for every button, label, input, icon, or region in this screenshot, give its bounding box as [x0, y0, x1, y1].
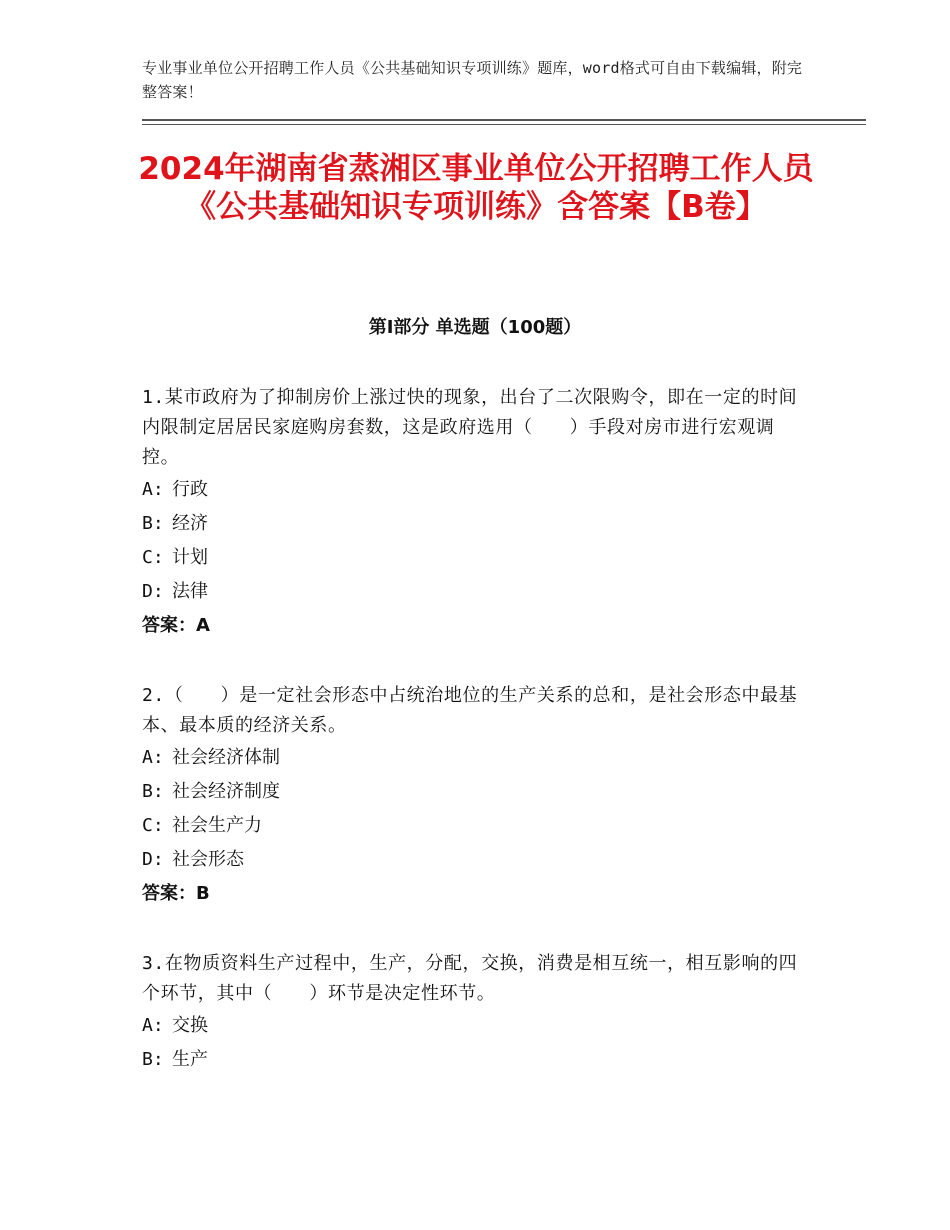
option-a: [142, 473, 808, 507]
option-key: A:: [142, 1015, 164, 1036]
option-key: B:: [142, 1049, 164, 1070]
answer-label: 答案：B: [142, 883, 210, 904]
option-c: [142, 809, 808, 843]
question-stem: 3.在物质资料生产过程中，生产，分配，交换，消费是相互统一，相互影响的四个环节，其中（ ）环节是决定性环节。: [142, 953, 798, 1004]
option-d: [142, 575, 808, 609]
document-page: [138, 0, 814, 1070]
option-text: 生产: [172, 1049, 208, 1070]
option-b: [142, 507, 808, 541]
option-text: 交换: [172, 1015, 208, 1036]
option-text: 社会经济制度: [172, 781, 280, 802]
option-key: A:: [142, 479, 164, 500]
section-title: 第Ⅰ部分 单选题（100题）: [368, 317, 582, 338]
option-key: B:: [142, 513, 164, 534]
option-key: B:: [142, 781, 164, 802]
option-b: [142, 775, 808, 809]
option-key: D:: [142, 581, 164, 602]
option-text: 社会形态: [172, 849, 244, 870]
option-text: 社会经济体制: [172, 747, 280, 768]
header-divider: [142, 119, 866, 121]
option-text: 法律: [172, 581, 208, 602]
question-1: [142, 383, 808, 643]
question-2: [142, 681, 808, 911]
option-b: [142, 1043, 808, 1077]
option-a: [142, 1009, 808, 1043]
question-3: [142, 949, 808, 1077]
header-note: 专业事业单位公开招聘工作人员《公共基础知识专项训练》题库，word格式可自由下载编辑，附完整答案！: [142, 59, 803, 101]
option-text: 经济: [172, 513, 208, 534]
option-d: [142, 843, 808, 877]
option-key: C:: [142, 815, 164, 836]
option-text: 社会生产力: [172, 815, 262, 836]
option-key: A:: [142, 747, 164, 768]
question-list: [142, 383, 808, 1115]
option-key: D:: [142, 849, 164, 870]
option-text: 计划: [172, 547, 208, 568]
answer-label: 答案：A: [142, 615, 210, 636]
option-a: [142, 741, 808, 775]
document-title: 2024年湖南省蒸湘区事业单位公开招聘工作人员《公共基础知识专项训练》含答案【B卷】: [138, 151, 814, 225]
option-key: C:: [142, 547, 164, 568]
option-c: [142, 541, 808, 575]
question-stem: 2.（ ）是一定社会形态中占统治地位的生产关系的总和，是社会形态中最基本、最本质的经济关系。: [142, 685, 798, 736]
question-stem: 1.某市政府为了抑制房价上涨过快的现象，出台了二次限购令，即在一定的时间内限制定居居民家庭购房套数，这是政府选用（ ）手段对房市进行宏观调控。: [142, 387, 798, 468]
option-text: 行政: [172, 479, 208, 500]
